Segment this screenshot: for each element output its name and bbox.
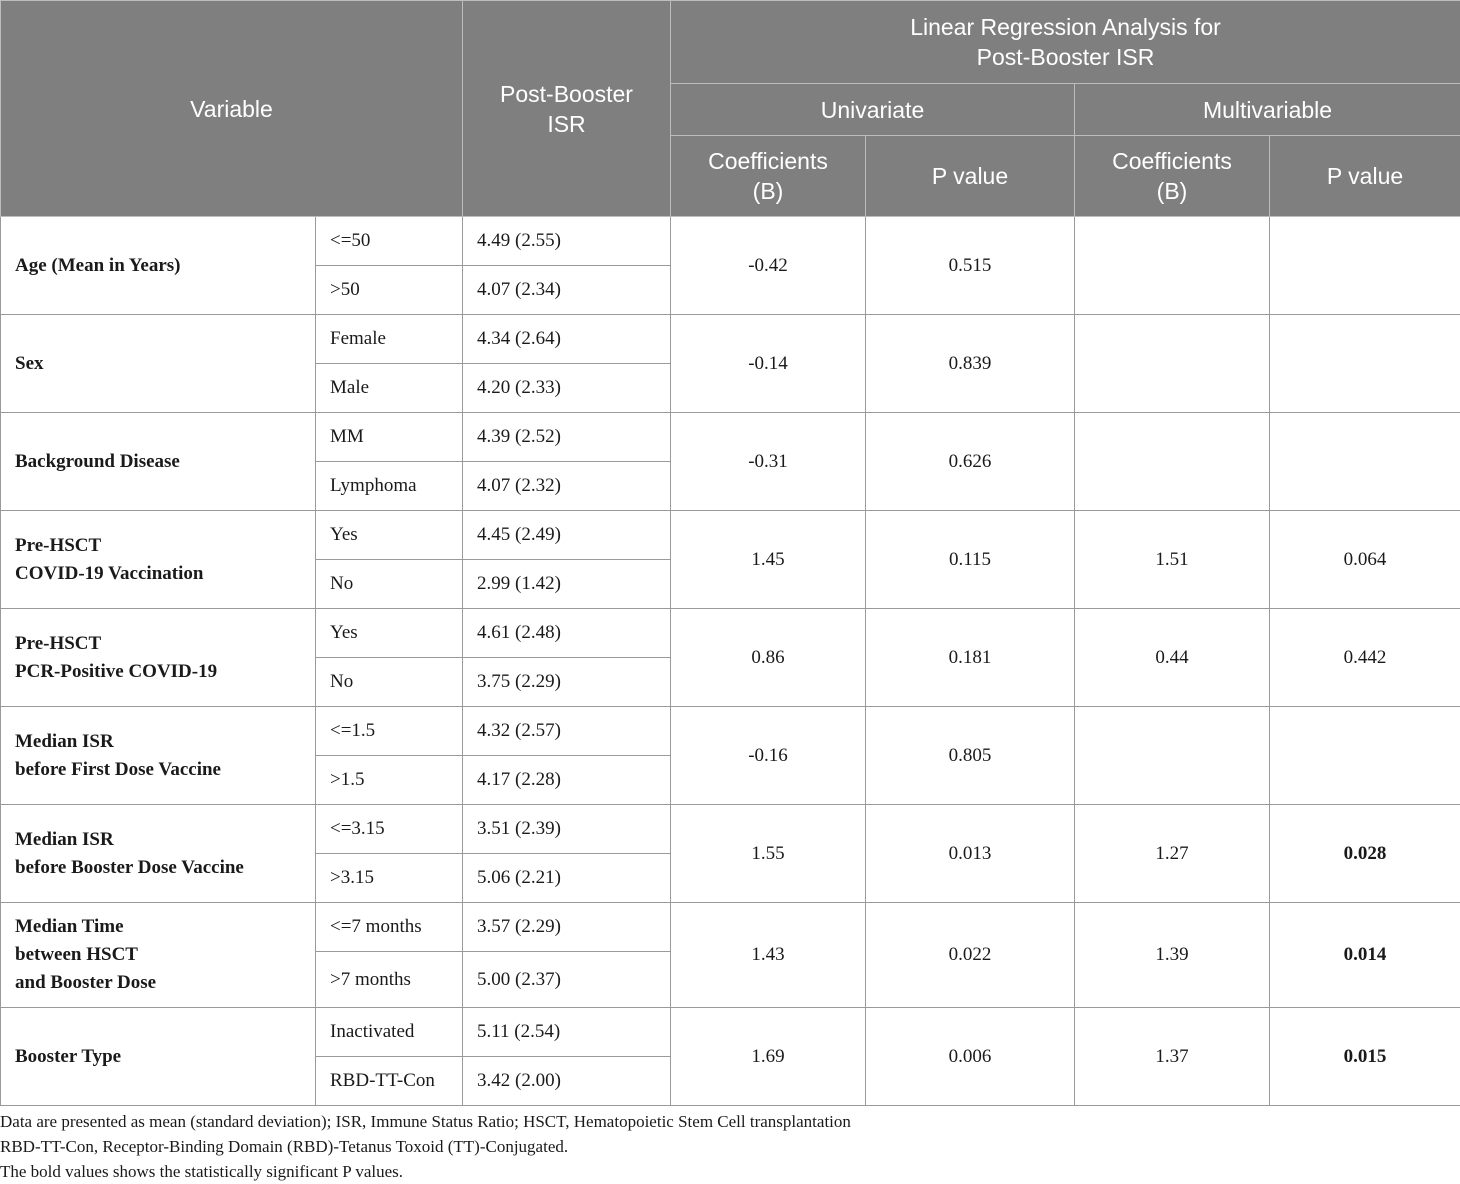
univariate-p-value: 0.115 [866,511,1075,609]
table-body [1,217,1460,1106]
footnote-rbd-tt-con: RBD-TT-Con, Receptor-Binding Domain (RBD)-Tetanus Toxoid (TT)-Conjugated. [0,1134,851,1159]
post-booster-isr-value: 5.06 (2.21) [463,854,671,903]
post-booster-isr-value: 4.49 (2.55) [463,217,671,266]
multivariable-p-value [1270,707,1460,805]
table-row [1,609,1460,658]
header-multivariable-coefficients: Coefficients (B) [1075,136,1270,217]
multivariable-p-value [1270,413,1460,511]
variable-label: Sex [1,315,316,413]
variable-label: Median Time between HSCT and Booster Dose [1,903,316,1008]
variable-level: MM [316,413,463,462]
univariate-p-value: 0.805 [866,707,1075,805]
table-row [1,805,1460,854]
header-regression-title: Linear Regression Analysis for Post-Booster ISR [671,1,1460,84]
variable-level: <=50 [316,217,463,266]
table-row [1,511,1460,560]
header-multivariable: Multivariable [1075,84,1460,136]
univariate-p-value: 0.626 [866,413,1075,511]
variable-level: Yes [316,511,463,560]
univariate-coefficient: -0.42 [671,217,866,315]
post-booster-isr-value: 3.75 (2.29) [463,658,671,707]
univariate-p-value: 0.013 [866,805,1075,903]
univariate-p-value: 0.006 [866,1008,1075,1106]
post-booster-isr-value: 5.00 (2.37) [463,952,671,1008]
post-booster-isr-value: 4.39 (2.52) [463,413,671,462]
univariate-coefficient: -0.31 [671,413,866,511]
univariate-coefficient: -0.16 [671,707,866,805]
multivariable-coefficient: 1.27 [1075,805,1270,903]
table-row [1,413,1460,462]
univariate-coefficient: 1.43 [671,903,866,1008]
table-row [1,707,1460,756]
table-row [1,1008,1460,1057]
multivariable-p-value: 0.442 [1270,609,1460,707]
post-booster-isr-value: 3.51 (2.39) [463,805,671,854]
univariate-coefficient: -0.14 [671,315,866,413]
post-booster-isr-value: 4.07 (2.32) [463,462,671,511]
univariate-coefficient: 1.45 [671,511,866,609]
variable-level: No [316,658,463,707]
variable-label: Background Disease [1,413,316,511]
variable-level: <=3.15 [316,805,463,854]
variable-level: Yes [316,609,463,658]
post-booster-isr-value: 3.57 (2.29) [463,903,671,952]
multivariable-coefficient [1075,413,1270,511]
variable-level: >50 [316,266,463,315]
header-post-booster-isr: Post-Booster ISR [463,1,671,217]
multivariable-p-value: 0.015 [1270,1008,1460,1106]
table-row [1,315,1460,364]
multivariable-coefficient: 0.44 [1075,609,1270,707]
variable-level: >1.5 [316,756,463,805]
footnote-abbreviations: Data are presented as mean (standard deviation); ISR, Immune Status Ratio; HSCT, Hematopoietic Stem Cell transplantation [0,1109,851,1134]
multivariable-coefficient [1075,217,1270,315]
variable-level: Male [316,364,463,413]
post-booster-isr-value: 4.07 (2.34) [463,266,671,315]
variable-label: Pre-HSCT COVID-19 Vaccination [1,511,316,609]
header-univariate: Univariate [671,84,1075,136]
post-booster-isr-value: 4.17 (2.28) [463,756,671,805]
header-univariate-p-value: P value [866,136,1075,217]
multivariable-coefficient [1075,707,1270,805]
table-footnotes [0,1109,851,1184]
univariate-p-value: 0.022 [866,903,1075,1008]
post-booster-isr-value: 4.61 (2.48) [463,609,671,658]
variable-level: Inactivated [316,1008,463,1057]
header-multivariable-p-value: P value [1270,136,1460,217]
multivariable-coefficient: 1.51 [1075,511,1270,609]
post-booster-isr-value: 4.45 (2.49) [463,511,671,560]
univariate-p-value: 0.181 [866,609,1075,707]
univariate-coefficient: 0.86 [671,609,866,707]
footnote-bold-values: The bold values shows the statistically significant P values. [0,1159,851,1184]
multivariable-coefficient [1075,315,1270,413]
variable-level: <=7 months [316,903,463,952]
table-row [1,217,1460,266]
variable-level: RBD-TT-Con [316,1057,463,1106]
variable-level: Lymphoma [316,462,463,511]
variable-label: Booster Type [1,1008,316,1106]
variable-level: No [316,560,463,609]
post-booster-isr-value: 2.99 (1.42) [463,560,671,609]
post-booster-isr-value: 5.11 (2.54) [463,1008,671,1057]
header-variable: Variable [1,1,463,217]
variable-level: >7 months [316,952,463,1008]
post-booster-isr-value: 4.34 (2.64) [463,315,671,364]
multivariable-p-value: 0.064 [1270,511,1460,609]
univariate-p-value: 0.839 [866,315,1075,413]
variable-level: Female [316,315,463,364]
table-header [1,1,1460,217]
univariate-coefficient: 1.69 [671,1008,866,1106]
variable-level: >3.15 [316,854,463,903]
variable-label: Pre-HSCT PCR-Positive COVID-19 [1,609,316,707]
univariate-p-value: 0.515 [866,217,1075,315]
post-booster-isr-value: 4.32 (2.57) [463,707,671,756]
table-row [1,903,1460,952]
variable-level: <=1.5 [316,707,463,756]
multivariable-p-value: 0.014 [1270,903,1460,1008]
univariate-coefficient: 1.55 [671,805,866,903]
variable-label: Median ISR before Booster Dose Vaccine [1,805,316,903]
header-univariate-coefficients: Coefficients (B) [671,136,866,217]
multivariable-coefficient: 1.37 [1075,1008,1270,1106]
multivariable-p-value [1270,315,1460,413]
multivariable-p-value [1270,217,1460,315]
post-booster-isr-value: 4.20 (2.33) [463,364,671,413]
variable-label: Median ISR before First Dose Vaccine [1,707,316,805]
post-booster-isr-value: 3.42 (2.00) [463,1057,671,1106]
multivariable-coefficient: 1.39 [1075,903,1270,1008]
variable-label: Age (Mean in Years) [1,217,316,315]
multivariable-p-value: 0.028 [1270,805,1460,903]
